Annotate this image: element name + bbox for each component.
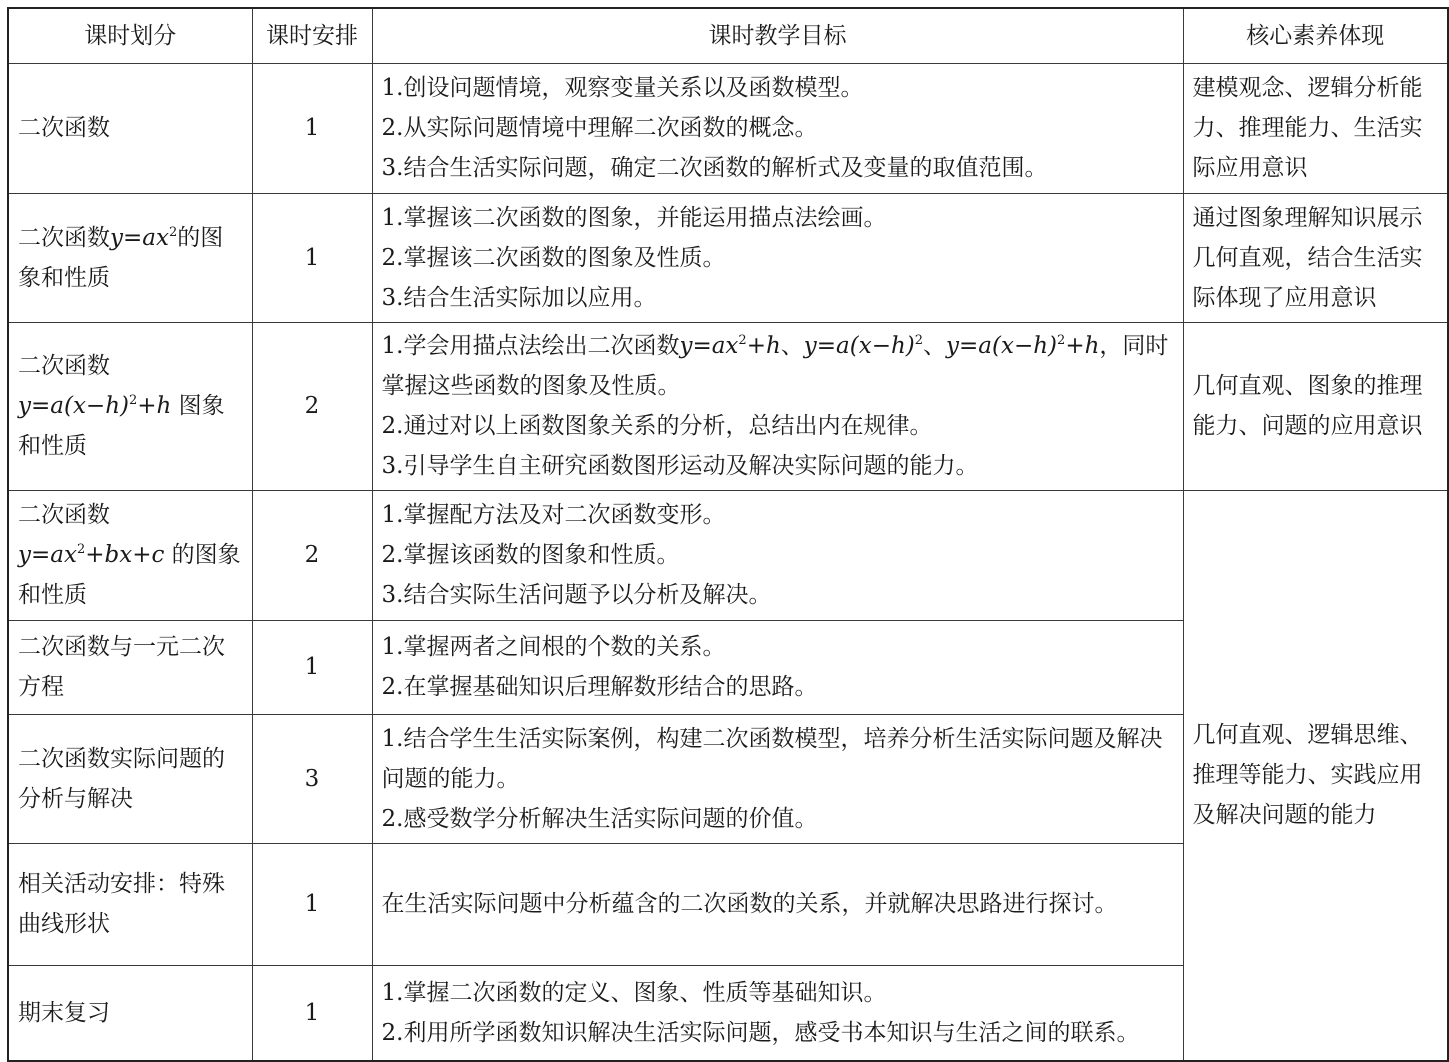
superscript: 2: [914, 333, 924, 348]
lesson-hours: 1: [252, 843, 372, 965]
formula: y=a(x−h): [18, 393, 129, 419]
formula: y=a(x−h): [803, 333, 915, 359]
lesson-plan-table-frame: [7, 7, 1447, 1060]
table-row: [8, 322, 1448, 490]
goal-line: 2.掌握该二次函数的图象及性质。: [381, 244, 726, 271]
goal-text: 、: [923, 333, 947, 359]
core-literacy: 几何直观、图象的推理能力、问题的应用意识: [1183, 322, 1448, 490]
lesson-hours: 3: [252, 714, 372, 843]
goal-line: [382, 326, 1174, 406]
header-lesson-division: 课时划分: [8, 8, 252, 63]
goal-text: 1.学会用描点法绘出二次函数: [381, 333, 680, 359]
lesson-goals: [372, 322, 1183, 490]
core-literacy: 通过图象理解知识展示几何直观，结合生活实际体现了应用意识: [1183, 193, 1448, 322]
lesson-name: 期末复习: [8, 965, 252, 1061]
goal-line: 1.创设问题情境，观察变量关系以及函数模型。: [381, 75, 864, 101]
table-header-row: [8, 8, 1448, 63]
formula: +h: [1065, 333, 1100, 359]
superscript: 2: [76, 542, 86, 557]
lesson-name: 相关活动安排：特殊曲线形状: [8, 843, 252, 965]
formula: +bx+c: [85, 542, 165, 568]
goal-line: 2.感受数学分析解决生活实际问题的价值。: [381, 805, 818, 832]
lesson-name: 二次函数与一元二次方程: [8, 620, 252, 714]
lesson-name: 二次函数实际问题的分析与解决: [8, 714, 252, 843]
goal-line: 3.结合生活实际加以应用。: [381, 284, 657, 311]
lesson-goals: [372, 193, 1183, 322]
lesson-goals: [372, 843, 1183, 965]
lesson-name-text: 二次函数: [18, 502, 110, 528]
goal-line: 3.结合生活实际问题，确定二次函数的解析式及变量的取值范围。: [381, 155, 1048, 181]
superscript: 2: [168, 224, 178, 240]
goal-text: ，同时掌握这些函数的图象及性质。: [381, 333, 1169, 399]
lesson-name-text: 的图象和性质: [18, 542, 241, 608]
goal-line: 2.掌握该函数的图象和性质。: [381, 542, 680, 568]
goal-line: 2.从实际问题情境中理解二次函数的概念。: [381, 115, 818, 141]
lesson-goals: [372, 620, 1183, 714]
goal-line: 1.掌握配方法及对二次函数变形。: [381, 502, 726, 528]
lesson-goals: [372, 714, 1183, 843]
lesson-name-text: 图象和性质: [18, 393, 225, 459]
goal-line: 3.引导学生自主研究函数图形运动及解决实际问题的能力。: [381, 453, 979, 479]
formula: +h: [746, 333, 781, 359]
formula: y=a(x−h): [946, 333, 1058, 359]
goal-line: 1.掌握该二次函数的图象，并能运用描点法绘画。: [381, 204, 887, 231]
table-row: [8, 490, 1448, 620]
table-row: [8, 193, 1448, 322]
formula: +h: [137, 393, 172, 419]
lesson-hours: 1: [252, 620, 372, 714]
goal-line: 2.通过对以上函数图象关系的分析，总结出内在规律。: [381, 413, 933, 439]
superscript: 2: [128, 393, 138, 408]
formula: y=ax: [18, 542, 77, 568]
core-literacy-merged: 几何直观、逻辑思维、推理等能力、实践应用及解决问题的能力: [1183, 490, 1448, 1061]
lesson-name-text: 二次函数: [18, 353, 110, 379]
lesson-goals: [372, 490, 1183, 620]
formula: y=ax: [679, 333, 739, 359]
lesson-name: [8, 490, 252, 620]
lesson-hours: 2: [252, 322, 372, 490]
lesson-name-text: 二次函数: [18, 224, 110, 251]
header-teaching-goals: 课时教学目标: [372, 8, 1183, 63]
goal-line: 在生活实际问题中分析蕴含的二次函数的关系，并就解决思路进行探讨。: [381, 891, 1118, 917]
lesson-hours: 2: [252, 490, 372, 620]
superscript: 2: [738, 333, 747, 348]
formula: y=ax: [110, 224, 169, 251]
goal-text: 、: [780, 333, 804, 359]
lesson-hours: 1: [252, 965, 372, 1061]
lesson-hours: 1: [252, 63, 372, 193]
table-row: [8, 63, 1448, 193]
goal-line: 1.掌握两者之间根的个数的关系。: [381, 634, 726, 660]
header-core-literacy: 核心素养体现: [1183, 8, 1448, 63]
lesson-name: 二次函数: [8, 63, 252, 193]
lesson-goals: [372, 965, 1183, 1061]
lesson-name: [8, 322, 252, 490]
lesson-name: [8, 193, 252, 322]
goal-line: 3.结合实际生活问题予以分析及解决。: [381, 582, 772, 608]
superscript: 2: [1057, 333, 1066, 348]
goal-line: 2.在掌握基础知识后理解数形结合的思路。: [381, 674, 818, 700]
lesson-name-text: 的图象和性质: [18, 224, 224, 291]
lesson-goals: [372, 63, 1183, 193]
goal-line: 2.利用所学函数知识解决生活实际问题，感受书本知识与生活之间的联系。: [381, 1019, 1140, 1046]
lesson-hours: 1: [252, 193, 372, 322]
core-literacy: 建模观念、逻辑分析能力、推理能力、生活实际应用意识: [1183, 63, 1448, 193]
goal-line: 1.结合学生生活实际案例，构建二次函数模型，培养分析生活实际问题及解决问题的能力。: [381, 725, 1163, 792]
goal-line: 1.掌握二次函数的定义、图象、性质等基础知识。: [381, 979, 887, 1006]
header-lesson-hours: 课时安排: [252, 8, 372, 63]
lesson-plan-table: [7, 7, 1449, 1062]
